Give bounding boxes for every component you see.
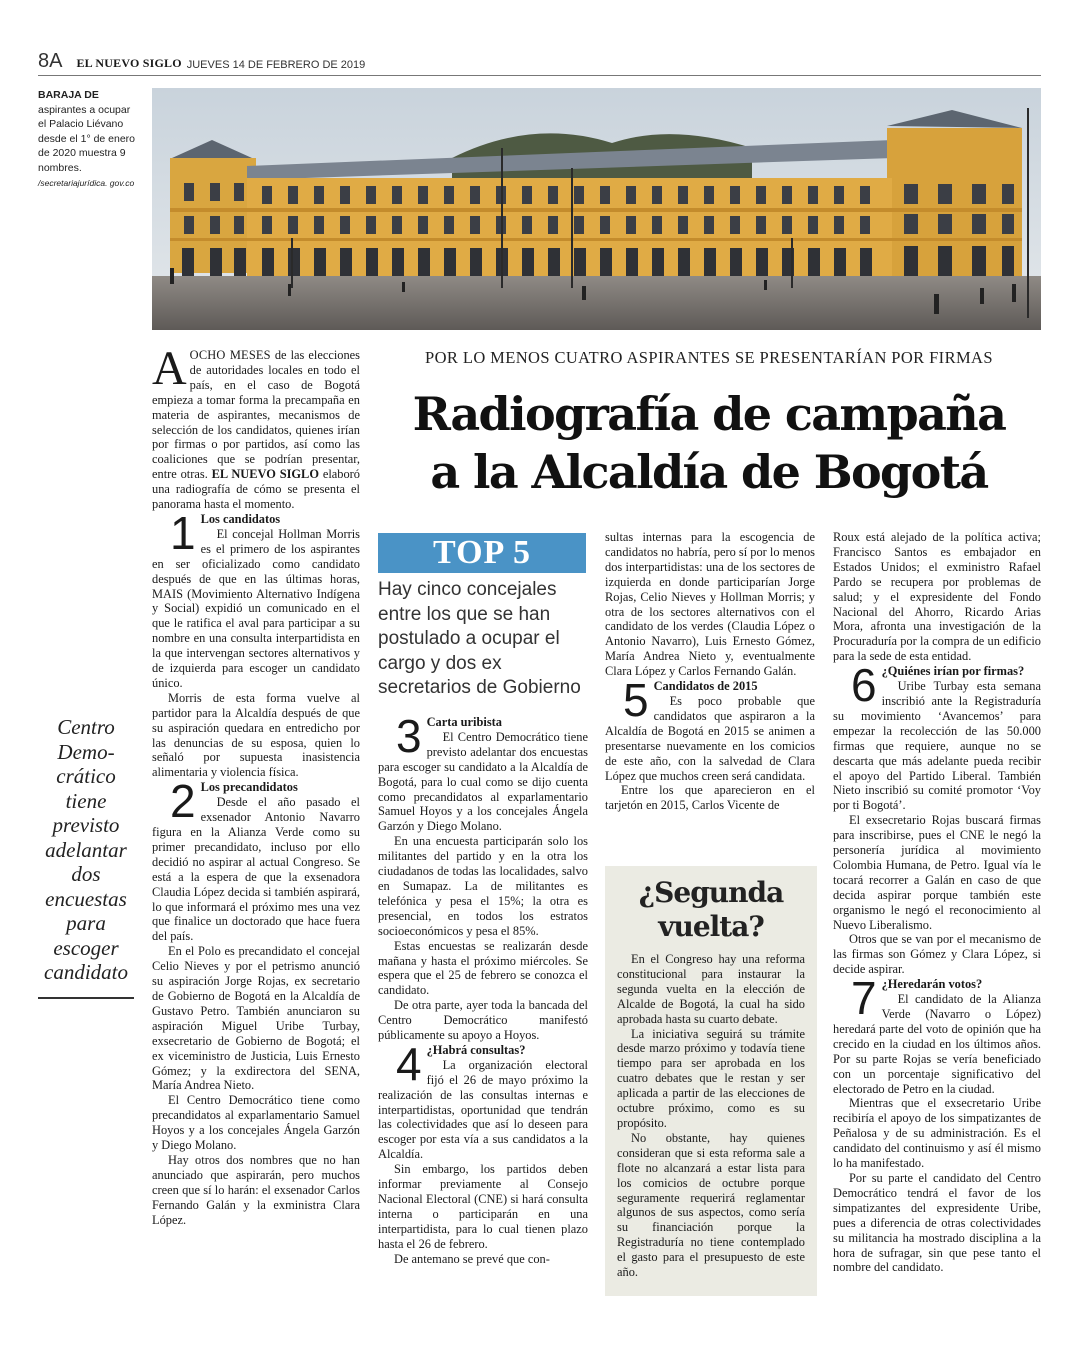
top5-text: Hay cinco concejales entre los que se han postulado a ocupar el cargo y dos ex secretarios de Gobierno <box>378 579 581 699</box>
section-title: ¿Quiénes irían por firmas? <box>881 664 1025 679</box>
issue-date: JUEVES 14 DE FEBRERO DE 2019 <box>186 59 366 71</box>
section-title: Carta uribista <box>426 715 502 729</box>
top5-label: TOP 5 <box>378 533 586 573</box>
photo-credit: /secretariajurídica. gov.co <box>38 178 135 188</box>
paragraph: De otra parte, ayer toda la bancada del Centro Democrático manifestó públicamente su apoyo a Hoyos. <box>378 998 588 1043</box>
caption-lead: BARAJA DE <box>38 89 99 101</box>
paragraph: En el Polo es precandidato el concejal Celio Nieves y por el petrismo anunció su aspiración Jorge Rojas, ex secretario de Gobierno de Bogotá en la Alcaldía de Gustavo Petro. También anunciaron su aspiración Miguel Uribe Turbay, exsecretario de Gobierno de Bogotá; el ex viceministro de Justicia, Luis Ernesto Gómez; y la exdirectora del SENA, María Andrea Nieto. <box>152 944 360 1093</box>
section-title: Candidatos de 2015 <box>653 679 758 694</box>
article-column-2 <box>378 710 588 1267</box>
caption-text: aspirantes a ocupar el Palacio Liévano desde el 1° de enero de 2020 muestra 9 nombres. <box>38 103 136 174</box>
paragraph: En una encuesta participarán solo los militantes del partido y en la otra los ciudadanos de todas las localidades, salvo en Sumapaz. La de militantes es telefónica y pesa el 15%; la otra es presencial, en todos los estratos socioeconómicos y pesa el 85%. <box>378 834 588 938</box>
paragraph: El Centro Democrático tiene como precandidatos al exparlamentario Samuel Hoyos y a los concejales Ángela Garzón y Diego Molano. <box>152 1093 360 1153</box>
drop-cap: A <box>152 342 187 395</box>
section-number: 7 <box>851 972 877 1025</box>
section-1 <box>152 506 360 780</box>
palacio-lievano-photo <box>152 88 1041 330</box>
section-4 <box>378 1037 588 1267</box>
section-6 <box>833 659 1041 977</box>
paragraph: Uribe Turbay esta semana inscribió ante la Registraduría su movimiento ‘Avancemos’ para empezar la recolección de las 50.000 firmas que requiere, aunque no se descarta que más adelante pueda recibir el apoyo del Partido Liberal. También Nieto inscribió su comité promotor ‘Voy por ti Bogotá’. <box>833 679 1041 813</box>
paragraph: Mientras que el exsecretario Uribe recibiría el apoyo de los simpatizantes de Peñalosa y de su administración. Es el candidato del continuismo y así él mismo lo ha manifestado. <box>833 1096 1041 1171</box>
section-number: 5 <box>623 674 649 727</box>
article-column-3 <box>605 530 815 813</box>
paragraph: Es poco probable que candidatos que aspiraron a la Alcaldía de Bogotá en 2015 se animen a presentarse nuevamente en los comicios de este año, con la salvedad de Clara López que muchos creen será candidata. <box>605 693 815 783</box>
box-paragraph: La iniciativa seguirá su trámite desde marzo próximo y todavía tiene tiempo para ser aprobada en los cuatro debates que le restan y ser aplicada a partir de las elecciones de octubre próximo, como es su propósito. <box>617 1026 805 1130</box>
box-paragraph: No obstante, hay quienes consideran que si esta reforma sale a flote no alcanzará a estar lista para los comicios de octubre porque seguramente requerirá reglamentar algunos de sus aspectos, como sería su financiación porque la Registraduría no tiene contemplado el gasto para el presupuesto de este año. <box>617 1130 805 1280</box>
intro-paragraph <box>152 342 360 512</box>
box-title: ¿Segunda vuelta? <box>638 876 784 943</box>
page-number: 8A <box>38 50 63 72</box>
section-3 <box>378 710 588 1043</box>
paragraph: El concejal Hollman Morris es el primero de los aspirantes en ser oficializado como candidato después de que en las últimas horas, MAIS (Movimiento Alternativo Indígena y Social) expidió un comunicado en el que le ratifica el aval para participar a su nombre en una consulta interpartidista en la que intervengan sectores alternativos y de izquierda para escoger un candidato único. <box>152 526 360 690</box>
intro-text-2: elaboró una radiografía de cómo se presenta el panorama hasta el momento. <box>152 467 360 512</box>
paragraph: Morris de esta forma vuelve al partidor para la Alcaldía después de que su aspiración quedara en entredicho por las denuncias de su esposa, quien lo señaló por supuesta inasistencia alimentaria y violencia física. <box>152 690 360 780</box>
section-title: ¿Heredarán votos? <box>881 977 983 992</box>
newspaper-name: EL NUEVO SIGLO <box>76 56 182 70</box>
paragraph: Entre los que aparecieron en el tarjetón en 2015, Carlos Vicente de <box>605 783 815 813</box>
section-title: Los precandidatos <box>200 780 298 795</box>
page-header <box>38 48 1041 76</box>
pull-quote-rule <box>38 997 134 999</box>
section-number: 6 <box>851 659 877 712</box>
paragraph: Desde el año pasado el exsenador Antonio Navarro figura en la Alianza Verde como su primer precandidato, incluso por ello decidió no aspirar al actual Congreso. Se está a la espera de que la exsenadora Claudia López decida si también aspirará, lo que informará el próximo mes una vez que finalice un doctorado que hace fuera del país. <box>152 795 360 944</box>
paragraph: Por su parte el candidato del Centro Democrático tendrá el favor de los simpatizantes del expresidente Uribe, pues a diferencia de otras colectividades su militancia ha mostrado disciplina a la hora de sufragar, sin que pese tanto el nombre del candidato. <box>833 1170 1041 1275</box>
paragraph: El exsecretario Rojas buscará firmas para inscribirse, pues el CNE le negó la personería jurídica al movimiento Colombia Humana, de Petro. Igual vía le tocará recorrer a Galán en caso de que decida aspirar porque también este organismo le negó el reconocimiento al Nuevo Liberalismo. <box>833 813 1041 932</box>
segunda-vuelta-box <box>605 866 817 1296</box>
section-5 <box>605 674 815 813</box>
intro-paper-name: EL NUEVO SIGLO <box>211 467 319 482</box>
article-column-4 <box>833 530 1041 1275</box>
section-7 <box>833 972 1041 1275</box>
paragraph: Otros que se van por el mecanismo de las firmas son Gómez y Clara López, si decide aspirar. <box>833 932 1041 977</box>
headline-line-1: Radiografía de campaña <box>412 387 1006 441</box>
pull-quote: Centro Demo-crático tiene previsto adelantar dos encuestas para escoger candidato <box>44 715 128 984</box>
paragraph: La organización electoral fijó el 26 de mayo próximo la realización de las consultas internas e interpartidistas, oportunidad que tendrán las colectividades que así lo deseen para escoger por esta vía a sus candidatos a la Alcaldía. <box>378 1057 588 1162</box>
paragraph: Roux está alejado de la política activa; Francisco Santos es embajador en Estados Unidos; el exministro Rafael Pardo se recupera por problemas de salud; y el expresidente del Fondo Nacional del Ahorro, Ricardo Arias Mora, afronta una investigación de la Procuraduría por la compra de un edificio para la sede de esta entidad. <box>833 530 1041 664</box>
box-paragraph: En el Congreso hay una reforma constitucional para instaurar la segunda vuelta en la elección de Alcalde de Bogotá, la cual ha sido aprobada hasta su cuarto debate. <box>617 952 805 1026</box>
section-title: Los candidatos <box>200 511 281 526</box>
kicker: POR LO MENOS CUATRO ASPIRANTES SE PRESENTARÍAN POR FIRMAS <box>425 348 993 367</box>
paragraph: sultas internas para la escogencia de candidatos no habría, pero sí por lo menos dos interpartidistas: una de los sectores de izquierda en donde participarían Jorge Rojas, Celio Nieves y Hollman Morris; y otra de los sectores alternativos con el candidato de los verdes (Claudia López o Antonio Navarro), Luis Ernesto Gómez, María Andrea Nieto y, eventualmente Clara López y Carlos Fernando Galán. <box>605 530 815 679</box>
section-title: ¿Habrá consultas? <box>426 1042 526 1057</box>
intro-text: de las elecciones de autoridades locales en todo el país, en el caso de Bogotá empieza a tomar forma la precampaña en materia de aspirantes, mecanismos de selección de los candidatos, quienes irían por firmas o por partidos, así como las coaliciones que se podrían presentar, entre otras. <box>152 348 360 482</box>
section-number: 3 <box>396 710 422 762</box>
paragraph: El candidato de la Alianza Verde (Navarro o López) heredará parte del voto de opinión que ha crecido en la ciudad en los últimos años. Por su parte Rojas se vería beneficiado con un porcentaje significativo del electorado de Petro en la ciudad. <box>833 992 1041 1096</box>
intro-smallcaps: OCHO MESES <box>189 348 271 362</box>
paragraph: Sin embargo, los partidos deben informar previamente al Consejo Nacional Electoral (CNE) si hará consulta interna o participarán en una interpartidista, para lo cual tienen plazo hasta el 26 de febrero. <box>378 1162 588 1251</box>
paragraph: Hay otros dos nombres que no han anunciado que aspirarán, pero muchos creen que sí lo harán: el exsenador Carlos Fernando Galán y la exministra Clara López. <box>152 1152 360 1227</box>
headline <box>375 385 1043 501</box>
paragraph: De antemano se prevé que con- <box>394 1251 550 1266</box>
paragraph: Estas encuestas se realizarán desde mañana y hasta el próximo miércoles. Se espera que el 25 de febrero se conozca el candidato. <box>378 938 588 998</box>
paragraph: El Centro Democrático tiene previsto adelantar dos encuestas para escoger su candidato a la Alcaldía de Bogotá, para lo cual como se dijo cuenta como precandidatos al exparlamentario Samuel Hoyos y a los concejales Ángela Garzón y Diego Molano. <box>378 729 588 834</box>
photo-caption <box>38 88 138 189</box>
section-number: 4 <box>396 1037 422 1090</box>
article-column-1 <box>152 342 360 1227</box>
section-2 <box>152 775 360 1227</box>
headline-line-2: a la Alcaldía de Bogotá <box>430 445 988 499</box>
section-number: 2 <box>170 775 196 828</box>
section-number: 1 <box>170 506 196 559</box>
